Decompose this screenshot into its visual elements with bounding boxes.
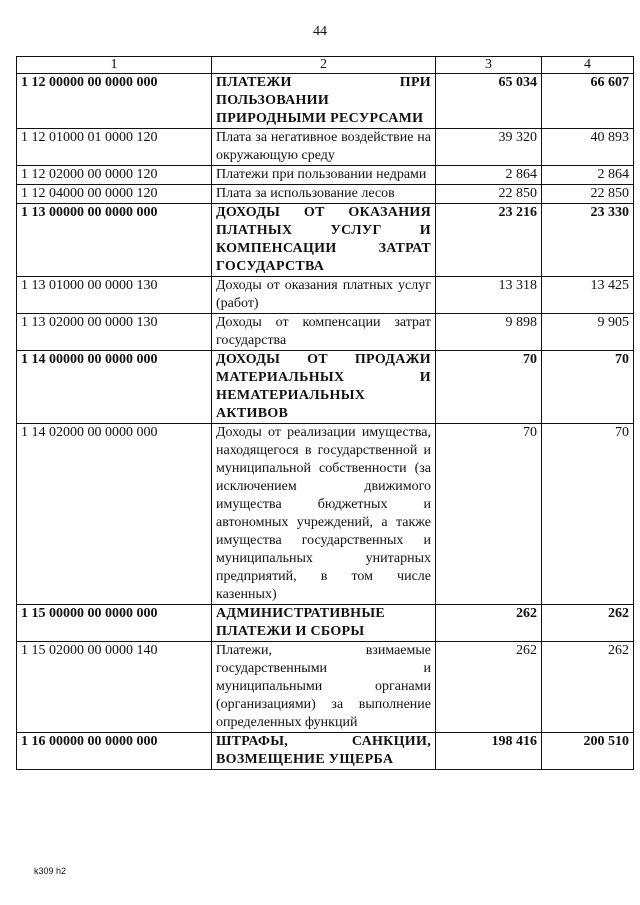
table-row: [17, 129, 634, 166]
name-cell: Доходы от оказания платных услуг (работ): [212, 277, 436, 314]
footer-code: k309 h2: [34, 866, 67, 876]
name-cell: ШТРАФЫ, САНКЦИИ, ВОЗМЕЩЕНИЕ УЩЕРБА: [212, 733, 436, 770]
code-cell: 1 15 00000 00 0000 000: [17, 605, 212, 642]
table-header-row: [17, 57, 634, 74]
table-row: [17, 733, 634, 770]
column-header-3: 3: [436, 57, 542, 74]
table-row: [17, 185, 634, 204]
page-number: 44: [313, 24, 327, 39]
value-cell-col3: 198 416: [436, 733, 542, 770]
revenue-table: [16, 56, 634, 770]
name-cell: Доходы от реализации имущества, находящегося в государственной и муниципальной собственности (за исключением движимого имущества бюджетных и автономных учреждений, а также имущества государственных и муниципальных унитарных предприятий, в том числе казенных): [212, 424, 436, 605]
code-cell: 1 12 02000 00 0000 120: [17, 166, 212, 185]
name-cell: АДМИНИСТРАТИВНЫЕ ПЛАТЕЖИ И СБОРЫ: [212, 605, 436, 642]
value-cell-col4: 22 850: [542, 185, 634, 204]
value-cell-col4: 9 905: [542, 314, 634, 351]
value-cell-col4: 200 510: [542, 733, 634, 770]
value-cell-col4: 262: [542, 642, 634, 733]
name-cell: ДОХОДЫ ОТ ПРОДАЖИ МАТЕРИАЛЬНЫХ И НЕМАТЕРИАЛЬНЫХ АКТИВОВ: [212, 351, 436, 424]
value-cell-col3: 23 216: [436, 204, 542, 277]
value-cell-col3: 13 318: [436, 277, 542, 314]
name-cell: ПЛАТЕЖИ ПРИ ПОЛЬЗОВАНИИ ПРИРОДНЫМИ РЕСУРСАМИ: [212, 74, 436, 129]
code-cell: 1 16 00000 00 0000 000: [17, 733, 212, 770]
value-cell-col4: 13 425: [542, 277, 634, 314]
table-row: [17, 605, 634, 642]
value-cell-col3: 2 864: [436, 166, 542, 185]
table-row: [17, 166, 634, 185]
code-cell: 1 14 00000 00 0000 000: [17, 351, 212, 424]
table-row: [17, 424, 634, 605]
value-cell-col3: 39 320: [436, 129, 542, 166]
table-row: [17, 277, 634, 314]
value-cell-col4: 262: [542, 605, 634, 642]
value-cell-col3: 65 034: [436, 74, 542, 129]
name-cell: Доходы от компенсации затрат государства: [212, 314, 436, 351]
value-cell-col3: 9 898: [436, 314, 542, 351]
table-body: [17, 74, 634, 770]
value-cell-col3: 262: [436, 642, 542, 733]
name-cell: Платежи при пользовании недрами: [212, 166, 436, 185]
value-cell-col4: 40 893: [542, 129, 634, 166]
name-cell: Плата за использование лесов: [212, 185, 436, 204]
table-row: [17, 74, 634, 129]
value-cell-col3: 22 850: [436, 185, 542, 204]
code-cell: 1 12 00000 00 0000 000: [17, 74, 212, 129]
value-cell-col4: 70: [542, 424, 634, 605]
code-cell: 1 13 01000 00 0000 130: [17, 277, 212, 314]
value-cell-col4: 23 330: [542, 204, 634, 277]
table-row: [17, 204, 634, 277]
table-row: [17, 351, 634, 424]
column-header-4: 4: [542, 57, 634, 74]
value-cell-col4: 66 607: [542, 74, 634, 129]
code-cell: 1 14 02000 00 0000 000: [17, 424, 212, 605]
value-cell-col3: 70: [436, 424, 542, 605]
value-cell-col4: 70: [542, 351, 634, 424]
code-cell: 1 12 04000 00 0000 120: [17, 185, 212, 204]
code-cell: 1 15 02000 00 0000 140: [17, 642, 212, 733]
table-row: [17, 314, 634, 351]
column-header-2: 2: [212, 57, 436, 74]
code-cell: 1 12 01000 01 0000 120: [17, 129, 212, 166]
value-cell-col3: 70: [436, 351, 542, 424]
code-cell: 1 13 00000 00 0000 000: [17, 204, 212, 277]
name-cell: ДОХОДЫ ОТ ОКАЗАНИЯ ПЛАТНЫХ УСЛУГ И КОМПЕНСАЦИИ ЗАТРАТ ГОСУДАРСТВА: [212, 204, 436, 277]
name-cell: Платежи, взимаемые государственными и муниципальными органами (организациями) за выполнение определенных функций: [212, 642, 436, 733]
name-cell: Плата за негативное воздействие на окружающую среду: [212, 129, 436, 166]
value-cell-col3: 262: [436, 605, 542, 642]
value-cell-col4: 2 864: [542, 166, 634, 185]
code-cell: 1 13 02000 00 0000 130: [17, 314, 212, 351]
table-row: [17, 642, 634, 733]
column-header-1: 1: [17, 57, 212, 74]
